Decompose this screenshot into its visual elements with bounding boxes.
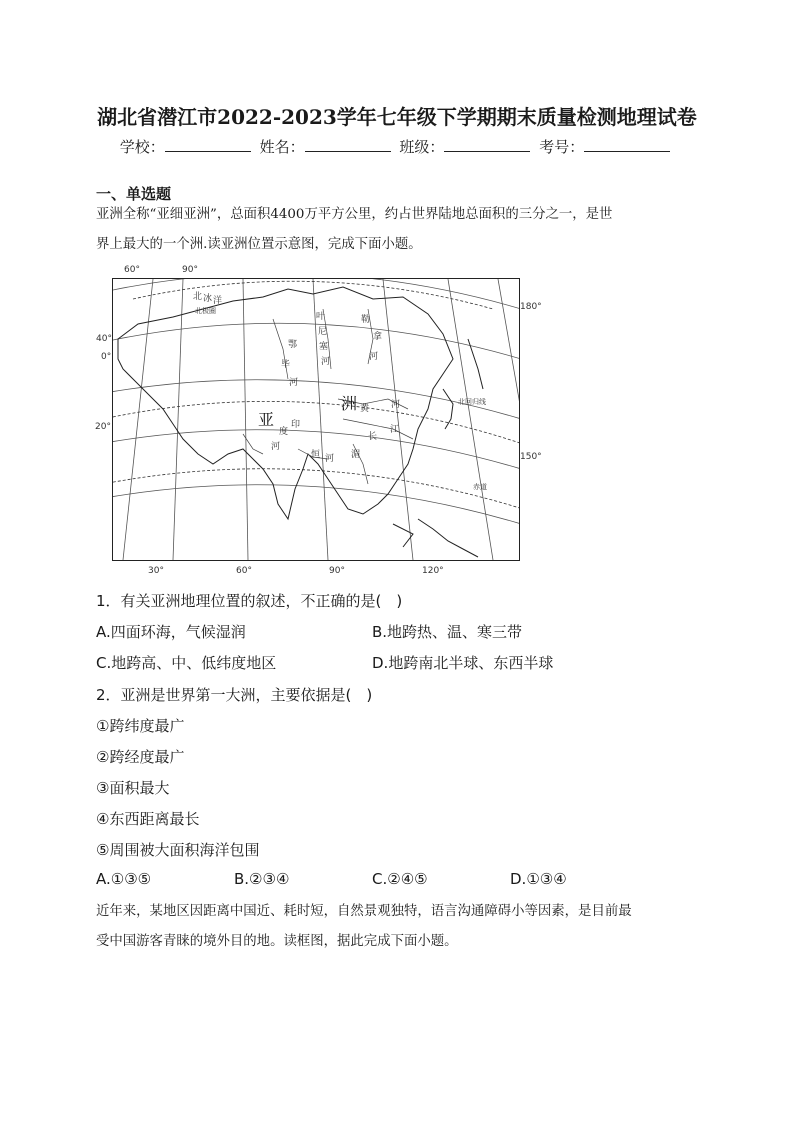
map-label-huang: 黄 bbox=[360, 404, 370, 414]
map-label-he1: 河 bbox=[289, 378, 299, 388]
section-heading: 一、单选题 bbox=[96, 185, 172, 203]
class-blank[interactable] bbox=[444, 137, 530, 152]
map-lat-label-20: 20° bbox=[95, 422, 111, 432]
q2-item-2: ②跨经度最广 bbox=[96, 748, 185, 766]
map-lon-label-30-bottom: 30° bbox=[148, 566, 164, 576]
q2-item-4: ④东西距离最长 bbox=[96, 810, 200, 828]
q2-option-a[interactable]: A.①③⑤ bbox=[96, 870, 152, 888]
q2-item-1: ①跨纬度最广 bbox=[96, 717, 185, 735]
id-blank[interactable] bbox=[584, 137, 670, 152]
map-lon-label-90-top: 90° bbox=[182, 265, 198, 275]
map-label-he6: 河 bbox=[391, 400, 401, 410]
map-lat-label-0: 0° bbox=[101, 352, 112, 362]
q1-option-b[interactable]: B.地跨热、温、寒三带 bbox=[372, 623, 523, 641]
q1-option-c[interactable]: C.地跨高、中、低纬度地区 bbox=[96, 654, 277, 672]
q2-option-d[interactable]: D.①③④ bbox=[510, 870, 567, 888]
map-lon-label-60-bottom: 60° bbox=[236, 566, 252, 576]
map-lon-label-150: 150° bbox=[520, 452, 542, 462]
intro2-line2: 受中国游客青睐的境外目的地。读框图，据此完成下面小题。 bbox=[96, 934, 458, 949]
map-label-bi: 毕 bbox=[281, 360, 291, 370]
map-label-he2: 河 bbox=[321, 357, 331, 367]
map-label-mei: 湄 bbox=[351, 450, 361, 460]
map-lon-label-120-bottom: 120° bbox=[422, 566, 444, 576]
question-2-stem: 2．亚洲是世界第一大洲，主要依据是( ) bbox=[96, 686, 373, 704]
exam-title: 湖北省潜江市2022-2023学年七年级下学期期末质量检测地理试卷 bbox=[97, 105, 697, 129]
student-info-row bbox=[0, 136, 794, 157]
intro1-line1: 亚洲全称“亚细亚洲”，总面积4400万平方公里，约占世界陆地总面积的三分之一，是世 bbox=[96, 207, 613, 222]
map-label-ye: 叶 bbox=[316, 312, 326, 322]
map-label-chang: 长 bbox=[368, 432, 378, 442]
intro-paragraph-1 bbox=[96, 200, 700, 260]
map-lon-label-60-top: 60° bbox=[124, 265, 140, 275]
q2-item-5: ⑤周围被大面积海洋包围 bbox=[96, 841, 260, 859]
map-label-sai: 塞 bbox=[319, 342, 329, 352]
map-label-he5: 河 bbox=[325, 454, 335, 464]
map-label-bei: 北 bbox=[193, 292, 203, 302]
map-label-na: 拿 bbox=[373, 332, 383, 342]
q1-option-d[interactable]: D.地跨南北半球、东西半球 bbox=[372, 654, 554, 672]
intro-paragraph-2 bbox=[96, 897, 700, 957]
q2-item-3: ③面积最大 bbox=[96, 779, 170, 797]
q1-option-a[interactable]: A.四面环海，气候湿润 bbox=[96, 623, 246, 641]
map-label-heng: 恒 bbox=[311, 450, 321, 460]
map-label-ni: 尼 bbox=[318, 327, 328, 337]
school-label: 学校： bbox=[119, 138, 165, 156]
map-label-du: 度 bbox=[279, 427, 289, 437]
map-label-yang: 洋 bbox=[213, 296, 223, 306]
name-label: 姓名： bbox=[259, 138, 305, 156]
map-label-zhou: 洲 bbox=[341, 394, 358, 413]
map-lon-label-180: 180° bbox=[520, 302, 542, 312]
school-blank[interactable] bbox=[165, 137, 251, 152]
map-label-he3: 河 bbox=[369, 352, 379, 362]
asia-location-map bbox=[112, 278, 520, 561]
map-label-e: 鄂 bbox=[288, 340, 298, 350]
id-label: 考号： bbox=[539, 138, 585, 156]
map-label-yin: 印 bbox=[291, 420, 301, 430]
map-label-tropic: 北回归线 bbox=[458, 398, 486, 406]
intro2-line1: 近年来，某地区因距离中国近、耗时短，自然景观独特，语言沟通障碍小等因素，是目前最 bbox=[96, 904, 632, 919]
q2-option-b[interactable]: B.②③④ bbox=[234, 870, 290, 888]
map-lon-label-90-bottom: 90° bbox=[329, 566, 345, 576]
map-label-bing: 冰 bbox=[203, 294, 213, 304]
question-1-stem: 1．有关亚洲地理位置的叙述，不正确的是( ) bbox=[96, 592, 403, 610]
map-label-ya: 亚 bbox=[258, 410, 275, 429]
class-label: 班级： bbox=[399, 138, 445, 156]
map-label-le: 勒 bbox=[361, 315, 371, 325]
q2-option-c[interactable]: C.②④⑤ bbox=[372, 870, 428, 888]
map-label-jiang: 江 bbox=[390, 425, 400, 435]
map-label-he4: 河 bbox=[271, 442, 281, 452]
map-label-arctic-circle: 北极圈 bbox=[195, 307, 216, 315]
name-blank[interactable] bbox=[305, 137, 391, 152]
intro1-line2: 界上最大的一个洲.读亚洲位置示意图，完成下面小题。 bbox=[96, 237, 422, 252]
map-label-equator: 赤道 bbox=[473, 483, 487, 491]
map-lat-label-40: 40° bbox=[96, 334, 112, 344]
